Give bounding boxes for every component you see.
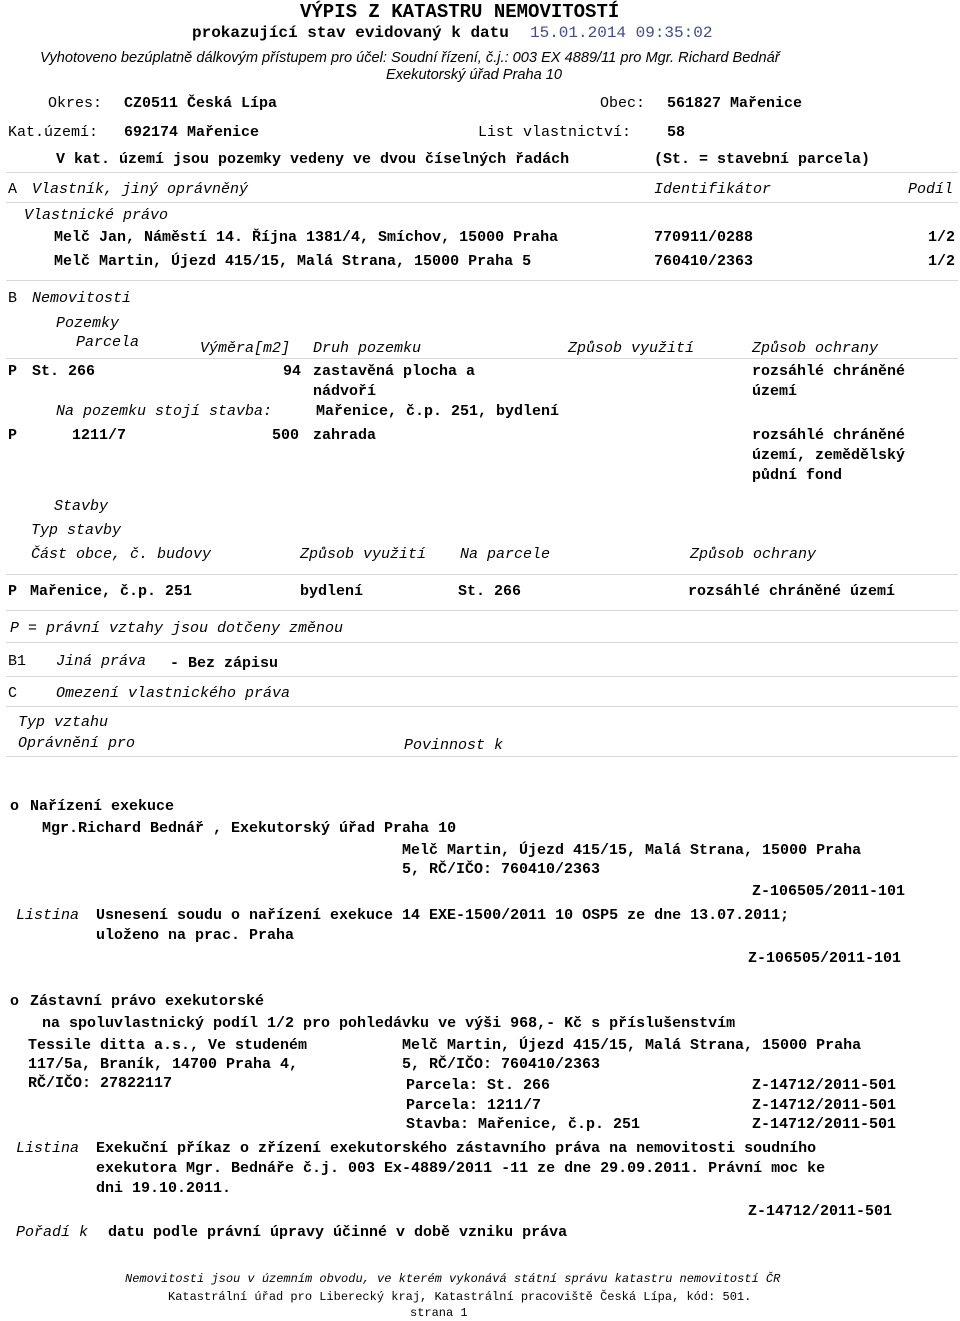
col-cast-obce: Část obce, č. budovy <box>31 546 212 563</box>
owner-share: 1/2 <box>928 229 956 246</box>
listina-text: dni 19.10.2011. <box>96 1180 232 1197</box>
stavby-heading: Stavby <box>54 498 109 515</box>
pozemky-heading: Pozemky <box>56 315 120 332</box>
listina-label: Listina <box>16 1140 80 1157</box>
change-mark: P <box>8 583 18 600</box>
building-parcel: St. 266 <box>458 583 522 600</box>
divider <box>6 642 958 643</box>
page-title: VÝPIS Z KATASTRU NEMOVITOSTÍ <box>300 1 620 23</box>
entry-duty: 5, RČ/IČO: 760410/2363 <box>402 861 601 878</box>
divider <box>6 676 958 677</box>
okres-label: Okres: <box>48 95 103 112</box>
katuzemi-label: Kat.území: <box>8 124 99 141</box>
list-value: 58 <box>667 124 686 141</box>
owner-share: 1/2 <box>928 253 956 270</box>
col-ochrana: Způsob ochrany <box>752 340 879 357</box>
col-vymera: Výměra[m2] <box>200 340 291 357</box>
entry-title: Nařízení exekuce <box>30 798 175 815</box>
footer-line-2: Katastrální úřad pro Liberecký kraj, Katastrální pracoviště Česká Lípa, kód: 501. <box>168 1290 752 1304</box>
entry-bullet: o <box>10 993 20 1010</box>
change-legend: P = právní vztahy jsou dotčeny změnou <box>10 620 344 637</box>
parcel-type: nádvoří <box>313 383 377 400</box>
entry-title: Zástavní právo exekutorské <box>30 993 265 1010</box>
entry-ref: Z-106505/2011-101 <box>748 950 902 967</box>
poradi-label: Pořadí k <box>16 1224 89 1241</box>
series-note-paren: (St. = stavební parcela) <box>654 151 871 168</box>
building-part: Mařenice, č.p. 251 <box>30 583 193 600</box>
divider <box>6 610 958 611</box>
divider <box>6 280 958 281</box>
parcel-number: 1211/7 <box>72 427 127 444</box>
entry-ref: Z-14712/2011-501 <box>752 1077 897 1094</box>
entry-holder: Mgr.Richard Bednář , Exekutorský úřad Praha 10 <box>42 820 457 837</box>
divider <box>6 574 958 575</box>
entry-ref: Z-14712/2011-501 <box>752 1116 897 1133</box>
owner-id: 760410/2363 <box>654 253 754 270</box>
listina-label: Listina <box>16 907 80 924</box>
entry-object: Parcela: 1211/7 <box>406 1097 542 1114</box>
entry-object: Stavba: Mařenice, č.p. 251 <box>406 1116 641 1133</box>
parcel-protection: území <box>752 383 798 400</box>
listina-text: Usnesení soudu o nařízení exekuce 14 EXE-1500/2011 10 OSP5 ze dne 13.07.2011; <box>96 907 790 924</box>
typ-stavby: Typ stavby <box>31 522 122 539</box>
listina-text: uloženo na prac. Praha <box>96 927 295 944</box>
subtitle-label: prokazující stav evidovaný k datu <box>192 24 509 42</box>
change-mark: P <box>8 363 18 380</box>
obec-value: 561827 Mařenice <box>667 95 803 112</box>
entry-ref: Z-14712/2011-501 <box>748 1203 893 1220</box>
issued-line: Vyhotoveno bezúplatně dálkovým přístupem pro účel: Soudní řízení, č.j.: 003 EX 4889/11 pro Mgr. Richard Bednář <box>40 50 780 66</box>
entry-description: na spoluvlastnický podíl 1/2 pro pohledávku ve výši 968,- Kč s příslušenstvím <box>42 1015 736 1032</box>
entry-duty: 5, RČ/IČO: 760410/2363 <box>402 1056 601 1073</box>
section-a-letter: A <box>8 181 18 198</box>
ownership-subheading: Vlastnické právo <box>24 207 169 224</box>
divider <box>6 172 958 173</box>
parcel-protection: rozsáhlé chráněné <box>752 363 906 380</box>
entry-duty: Melč Martin, Újezd 415/15, Malá Strana, 15000 Praha <box>402 1037 862 1054</box>
parcel-number: St. 266 <box>32 363 96 380</box>
building-use: bydlení <box>300 583 364 600</box>
entry-ref: Z-14712/2011-501 <box>752 1097 897 1114</box>
entry-holder: Tessile ditta a.s., Ve studeném <box>28 1037 308 1054</box>
entry-duty: Melč Martin, Újezd 415/15, Malá Strana, 15000 Praha <box>402 842 862 859</box>
entry-holder: 117/5a, Braník, 14700 Praha 4, <box>28 1056 299 1073</box>
section-b1-letter: B1 <box>8 653 27 670</box>
subtitle-date: 15.01.2014 09:35:02 <box>530 24 713 42</box>
divider <box>6 202 958 203</box>
series-note: V kat. území jsou pozemky vedeny ve dvou číselných řadách <box>56 151 570 168</box>
owner-id: 770911/0288 <box>654 229 754 246</box>
poradi-value: datu podle právní úpravy účinné v době vzniku práva <box>108 1224 568 1241</box>
entry-object: Parcela: St. 266 <box>406 1077 551 1094</box>
section-c-letter: C <box>8 685 18 702</box>
section-a-title: Vlastník, jiný oprávněný <box>32 181 249 198</box>
section-b-title: Nemovitosti <box>32 290 132 307</box>
obec-label: Obec: <box>600 95 646 112</box>
katuzemi-value: 692174 Mařenice <box>124 124 260 141</box>
entry-bullet: o <box>10 798 20 815</box>
entry-holder: RČ/IČO: 27822117 <box>28 1075 173 1092</box>
parcel-protection: půdní fond <box>752 467 843 484</box>
divider <box>6 706 958 707</box>
listina-text: exekutora Mgr. Bednáře č.j. 003 Ex-4889/2011 -11 ze dne 29.09.2011. Právní moc ke <box>96 1160 826 1177</box>
section-c-title: Omezení vlastnického práva <box>56 685 291 702</box>
parcel-type: zastavěná plocha a <box>313 363 476 380</box>
building-protection: rozsáhlé chráněné území <box>688 583 896 600</box>
col-vyuziti: Způsob využití <box>568 340 695 357</box>
section-b1-title: Jiná práva <box>56 653 147 670</box>
col-share: Podíl <box>908 181 954 198</box>
parcel-protection: území, zemědělský <box>752 447 906 464</box>
divider <box>6 756 958 757</box>
list-label: List vlastnictví: <box>478 124 632 141</box>
stavba-label: Na pozemku stojí stavba: <box>56 403 273 420</box>
col-stavby-vyuziti: Způsob využití <box>300 546 427 563</box>
listina-text: Exekuční příkaz o zřízení exekutorského zástavního práva na nemovitosti soudního <box>96 1140 817 1157</box>
parcel-area: 500 <box>272 427 300 444</box>
col-parcela: Parcela <box>76 334 140 351</box>
parcel-protection: rozsáhlé chráněné <box>752 427 906 444</box>
typ-vztahu: Typ vztahu <box>18 714 109 731</box>
okres-value: CZ0511 Česká Lípa <box>124 95 278 112</box>
col-stavby-ochrana: Způsob ochrany <box>690 546 817 563</box>
entry-ref: Z-106505/2011-101 <box>752 883 906 900</box>
page-number: strana 1 <box>410 1306 468 1320</box>
col-identifier: Identifikátor <box>654 181 772 198</box>
col-na-parcele: Na parcele <box>460 546 551 563</box>
section-b1-value: - Bez zápisu <box>170 655 279 672</box>
office-line: Exekutorský úřad Praha 10 <box>386 67 563 83</box>
povinnost-k: Povinnost k <box>404 737 504 754</box>
section-b-letter: B <box>8 290 18 307</box>
parcel-type: zahrada <box>313 427 377 444</box>
parcel-area: 94 <box>283 363 302 380</box>
divider <box>6 358 958 359</box>
change-mark: P <box>8 427 18 444</box>
owner-name: Melč Martin, Újezd 415/15, Malá Strana, 15000 Praha 5 <box>54 253 532 270</box>
opravneni-pro: Oprávnění pro <box>18 735 136 752</box>
col-druh: Druh pozemku <box>313 340 422 357</box>
footer-line-1: Nemovitosti jsou v územním obvodu, ve kterém vykonává státní správu katastru nemovitostí ČR <box>125 1272 781 1286</box>
stavba-value: Mařenice, č.p. 251, bydlení <box>316 403 560 420</box>
owner-name: Melč Jan, Náměstí 14. Října 1381/4, Smíchov, 15000 Praha <box>54 229 559 246</box>
